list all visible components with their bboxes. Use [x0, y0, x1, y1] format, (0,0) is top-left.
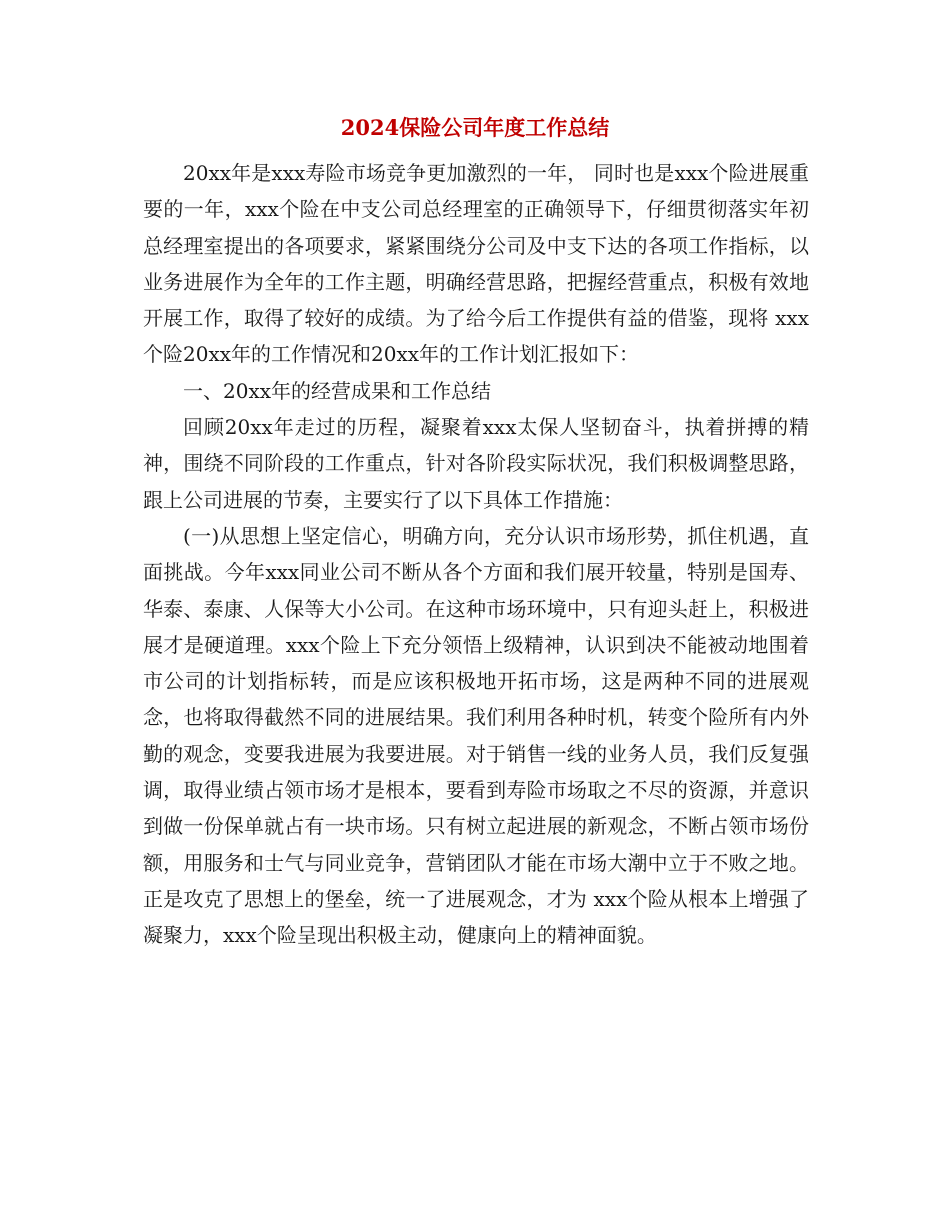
review-paragraph: 回顾20xx年走过的历程，凝聚着xxx太保人坚韧奋斗，执着拼搏的精神，围绕不同阶段的工作重点，针对各阶段实际状况，我们积极调整思路，跟上公司进展的节奏，主要实行了以下具体工作措施：	[143, 415, 809, 512]
measure-one-paragraph: (一)从思想上坚定信心，明确方向，充分认识市场形势，抓住机遇，直面挑战。今年xxx同业公司不断从各个方面和我们展开较量，特别是国寿、华泰、泰康、人保等大小公司。在这种市场环境中，只有迎头赶上，积极进展才是硬道理。xxx个险上下充分领悟上级精神，认识到决不能被动地围着市公司的计划指标转，而是应该积极地开拓市场，这是两种不同的进展观念，也将取得截然不同的进展结果。我们利用各种时机，转变个险所有内外勤的观念，变要我进展为我要进展。对于销售一线的业务人员，我们反复强调，取得业绩占领市场才是根本，要看到寿险市场取之不尽的资源，并意识到做一份保单就占有一块市场。只有树立起进展的新观念，不断占领市场份额，用服务和士气与同业竞争，营销团队才能在市场大潮中立于不败之地。正是攻克了思想上的堡垒，统一了进展观念，才为 xxx个险从根本上增强了凝聚力，xxx个险呈现出积极主动，健康向上的精神面貌。	[143, 523, 809, 948]
document-title: 2024保险公司年度工作总结	[340, 115, 610, 140]
section-heading: 一、20xx年的经营成果和工作总结	[183, 378, 492, 403]
intro-paragraph: 20xx年是xxx寿险市场竞争更加激烈的一年， 同时也是xxx个险进展重要的一年，xxx个险在中支公司总经理室的正确领导下，仔细贯彻落实年初总经理室提出的各项要求，紧紧围绕分公司及中支下达的各项工作指标，以业务进展作为全年的工作主题，明确经营思路，把握经营重点，积极有效地开展工作，取得了较好的成绩。为了给今后工作提供有益的借鉴，现将 xxx个险20xx年的工作情况和20xx年的工作计划汇报如下：	[143, 161, 809, 367]
document-body	[143, 155, 809, 954]
